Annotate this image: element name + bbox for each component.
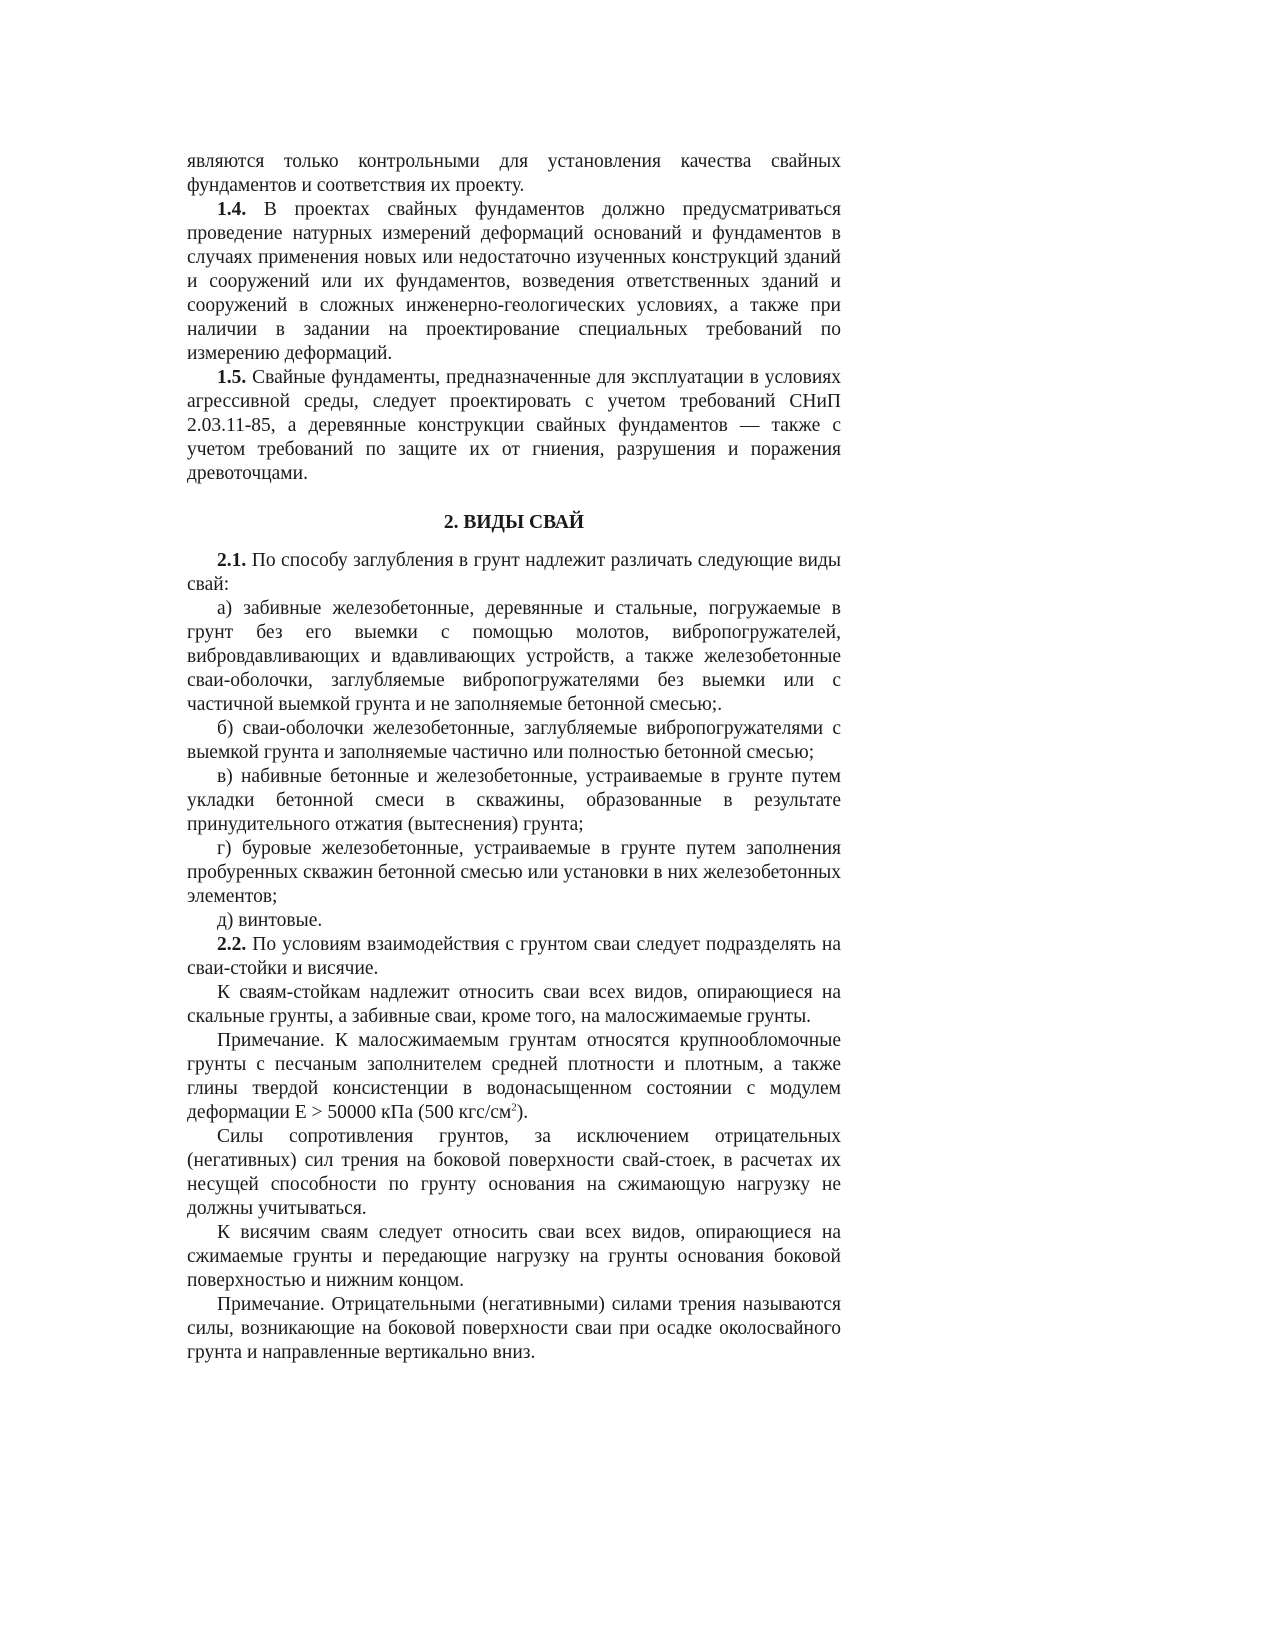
- paragraph-2-1: [187, 549, 841, 597]
- paragraph-text: К висячим сваям следует относить сваи всех видов, опирающиеся на сжимаемые грунты и передающие нагрузку на грунты основания боковой поверхностью и нижним концом.: [187, 1222, 841, 1291]
- paragraph-1-4: [187, 198, 841, 366]
- list-item-g: [187, 837, 841, 909]
- paragraph-text: б) сваи-оболочки железобетонные, заглубляемые вибропогружателями с выемкой грунта и заполняемые частично или полностью бетонной смесью;: [187, 718, 841, 763]
- paragraph-resistance-forces: [187, 1125, 841, 1221]
- paragraph-text: являются только контрольными для установления качества свайных фундаментов и соответствия их проекту.: [187, 151, 841, 196]
- document-page: [187, 150, 841, 1365]
- paragraph-text: д) винтовые.: [217, 910, 323, 931]
- paragraph-text: По условиям взаимодействия с грунтом сваи следует подразделять на сваи-стойки и висячие.: [187, 934, 841, 979]
- clause-number: 1.4.: [217, 199, 247, 220]
- paragraph-end-bearing-piles: [187, 981, 841, 1029]
- paragraph-1-5: [187, 366, 841, 486]
- paragraph-text: В проектах свайных фундаментов должно предусматриваться проведение натурных измерений деформаций оснований и фундаментов в случаях применения новых или недостаточно изученных конструкций зданий и сооружений или их фундаментов, возведения ответственных зданий и сооружений в сложных инженерно-геологических условиях, а также при наличии в задании на проектирование специальных требований по измерению деформаций.: [187, 199, 841, 364]
- section-heading: 2. ВИДЫ СВАЙ: [443, 512, 585, 533]
- superscript: 2: [511, 1101, 517, 1114]
- clause-number: 2.1.: [217, 550, 247, 571]
- paragraph-text: в) набивные бетонные и железобетонные, устраиваемые в грунте путем укладки бетонной смеси в скважины, образованные в результате принудительного отжатия (вытеснения) грунта;: [187, 766, 841, 835]
- list-item-b: [187, 717, 841, 765]
- paragraph-friction-piles: [187, 1221, 841, 1293]
- paragraph-2-2: [187, 933, 841, 981]
- note-modulus: [187, 1029, 841, 1125]
- list-item-a: [187, 597, 841, 717]
- paragraph-text: К сваям-стойкам надлежит относить сваи всех видов, опирающиеся на скальные грунты, а забивные сваи, кроме того, на малосжимаемые грунты.: [187, 982, 841, 1027]
- clause-number: 2.2.: [217, 934, 247, 955]
- list-item-v: [187, 765, 841, 837]
- paragraph-text: По способу заглубления в грунт надлежит различать следующие виды свай:: [187, 550, 841, 595]
- note-tail: ).: [516, 1102, 529, 1123]
- paragraph-text: г) буровые железобетонные, устраиваемые в грунте путем заполнения пробуренных скважин бетонной смесью или установки в них железобетонных элементов;: [187, 838, 841, 907]
- list-item-d: [187, 909, 841, 933]
- note-text: Примечание. К малосжимаемым грунтам относятся крупнообломочные грунты с песчаным заполнителем средней плотности и плотным, а также глины твердой консистенции в водонасыщенном состоянии с модулем деформации E > 50000 кПа (500 кгс/см: [187, 1030, 841, 1123]
- paragraph-text: Свайные фундаменты, предназначенные для эксплуатации в условиях агрессивной среды, следует проектировать с учетом требований СНиП 2.03.11-85, а деревянные конструкции свайных фундаментов — также с учетом требований по защите их от гниения, разрушения и поражения древоточцами.: [187, 367, 841, 484]
- note-text: Примечание. Отрицательными (негативными) силами трения называются силы, возникающие на боковой поверхности сваи при осадке околосвайного грунта и направленные вертикально вниз.: [187, 1294, 841, 1363]
- note-negative-friction: [187, 1293, 841, 1365]
- paragraph-text: а) забивные железобетонные, деревянные и стальные, погружаемые в грунт без его выемки с помощью молотов, вибропогружателей, вибровдавливающих и вдавливающих устройств, а также железобетонные сваи-оболочки, заглубляемые вибропогружателями без выемки или с частичной выемкой грунта и не заполняемые бетонной смесью;.: [187, 598, 841, 715]
- clause-number: 1.5.: [217, 367, 247, 388]
- paragraph-continuation: [187, 150, 841, 198]
- paragraph-text: Силы сопротивления грунтов, за исключением отрицательных (негативных) сил трения на боковой поверхности свай-стоек, в расчетах их несущей способности по грунту основания на сжимающую нагрузку не должны учитываться.: [187, 1126, 841, 1219]
